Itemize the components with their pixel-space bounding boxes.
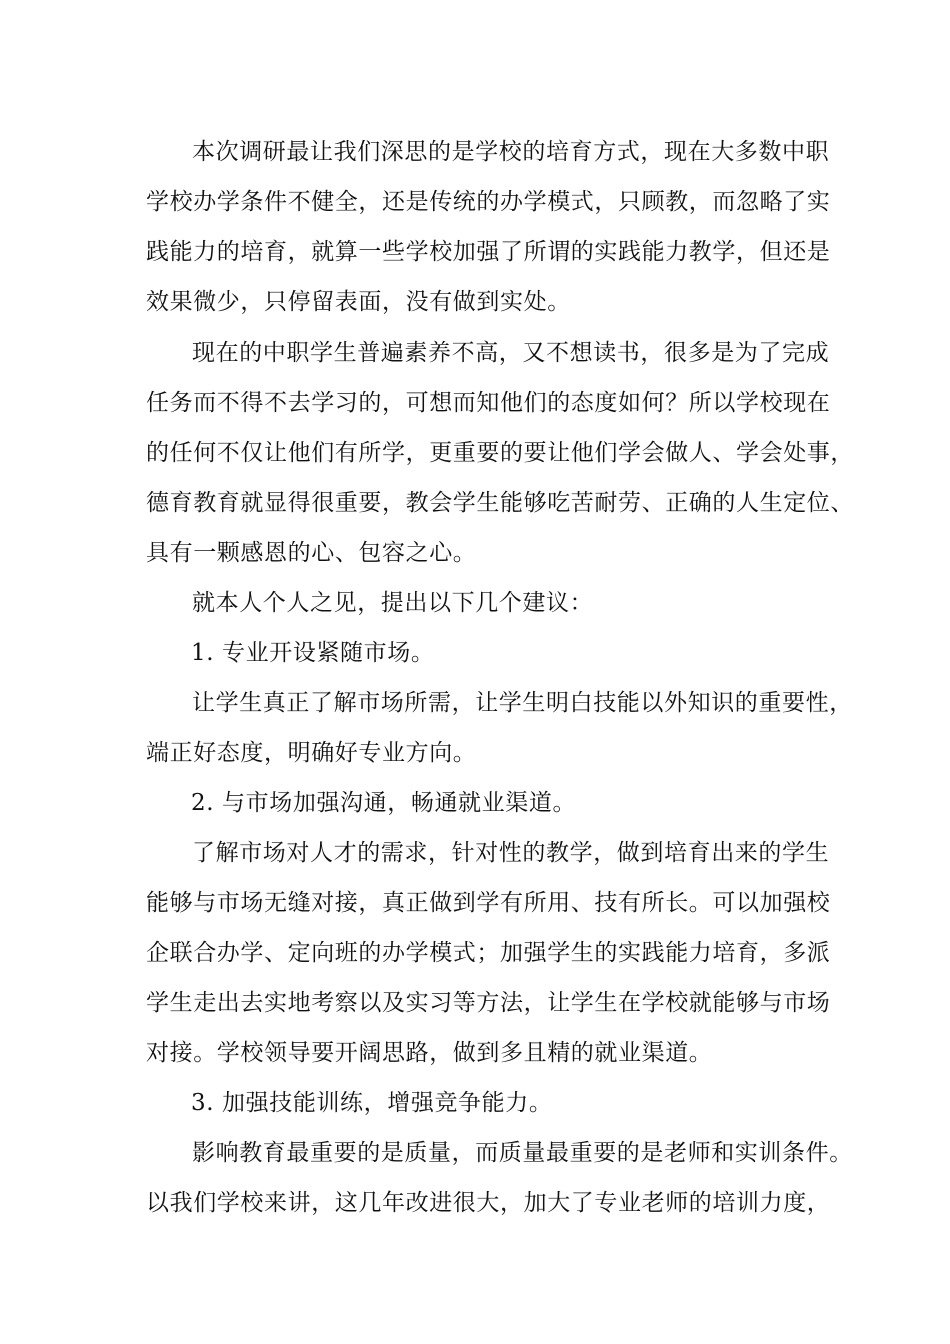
- paragraph-2-line-3: 的任何不仅让他们有所学，更重要的要让他们学会做人、学会处事，: [146, 440, 854, 466]
- paragraph-4-line-2: 端正好态度，明确好专业方向。: [146, 740, 477, 766]
- paragraph-2-line-1: 现在的中职学生普遍素养不高，又不想读书，很多是为了完成: [192, 340, 830, 366]
- paragraph-5-line-2: 能够与市场无缝对接，真正做到学有所用、技有所长。可以加强校: [146, 890, 831, 916]
- paragraph-6-line-2: 以我们学校来讲，这几年改进很大，加大了专业老师的培训力度，: [146, 1190, 831, 1216]
- paragraph-5-line-1: 了解市场对人才的需求，针对性的教学，做到培育出来的学生: [192, 840, 830, 866]
- paragraph-4-line-1: 让学生真正了解市场所需，让学生明白技能以外知识的重要性，: [192, 690, 853, 716]
- paragraph-2-line-5: 具有一颗感恩的心、包容之心。: [146, 540, 477, 566]
- paragraph-5-line-3: 企联合办学、定向班的办学模式；加强学生的实践能力培育，多派: [146, 940, 831, 966]
- list-heading-3: 3. 加强技能训练，增强竞争能力。: [191, 1090, 553, 1116]
- paragraph-1-line-1: 本次调研最让我们深思的是学校的培育方式，现在大多数中职: [192, 139, 830, 165]
- paragraph-3-line-1: 就本人个人之见，提出以下几个建议：: [192, 590, 594, 616]
- paragraph-2-line-2: 任务而不得不去学习的，可想而知他们的态度如何？所以学校现在: [146, 390, 831, 416]
- paragraph-1-line-3: 践能力的培育，就算一些学校加强了所谓的实践能力教学，但还是: [146, 239, 831, 265]
- paragraph-1-line-2: 学校办学条件不健全，还是传统的办学模式，只顾教，而忽略了实: [146, 189, 831, 215]
- paragraph-2-line-4: 德育教育就显得很重要，教会学生能够吃苦耐劳、正确的人生定位、: [146, 490, 854, 516]
- paragraph-5-line-4: 学生走出去实地考察以及实习等方法，让学生在学校就能够与市场: [146, 990, 831, 1016]
- paragraph-1-line-4: 效果微少，只停留表面，没有做到实处。: [146, 289, 571, 315]
- list-heading-1: 1. 专业开设紧随市场。: [191, 640, 435, 666]
- paragraph-5-line-5: 对接。学校领导要开阔思路，做到多且精的就业渠道。: [146, 1040, 713, 1066]
- paragraph-6-line-1: 影响教育最重要的是质量，而质量最重要的是老师和实训条件。: [192, 1140, 853, 1166]
- list-heading-2: 2. 与市场加强沟通，畅通就业渠道。: [191, 790, 577, 816]
